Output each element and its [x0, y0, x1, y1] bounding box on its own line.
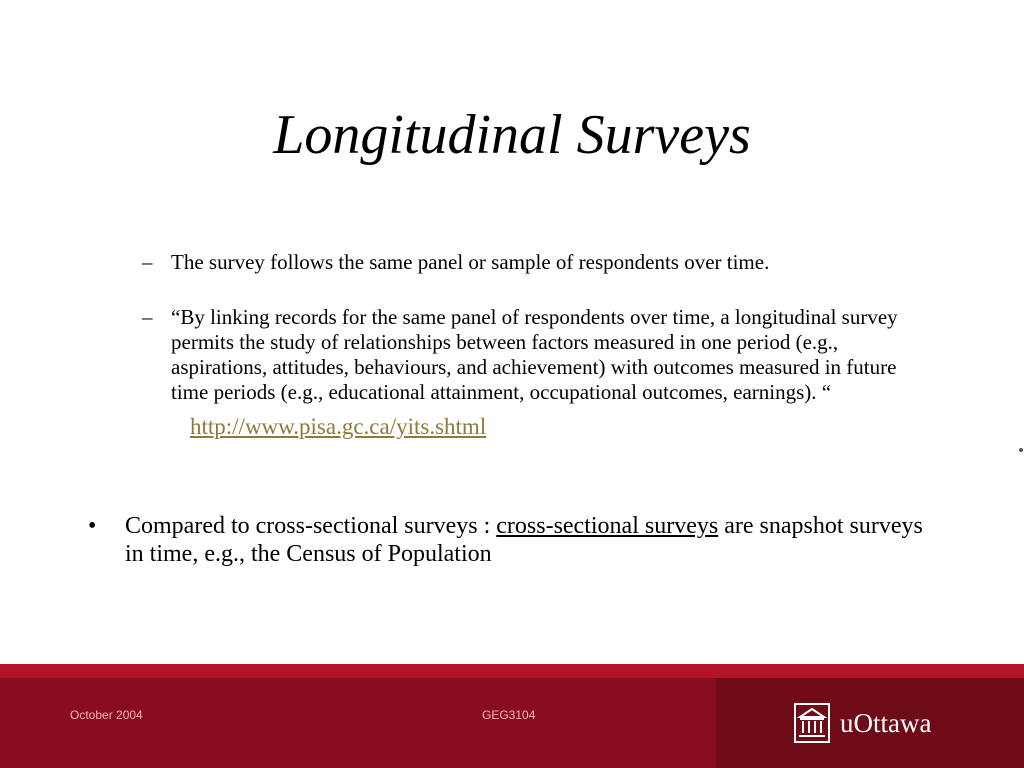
footer-date: October 2004: [70, 708, 143, 722]
sub-bullet-text: “By linking records for the same panel of respondents over time, a longitudinal survey permits the study of relationships between factors measured in one period (e.g., aspirations, attitudes, behaviours, and achievement) with outcomes measured in future time periods (e.g., educational attainment, occupational outcomes, earnings). “: [171, 305, 898, 404]
main-bullet-text-after: are snapshot surveys in time, e.g., the Census of Population: [125, 513, 923, 567]
university-building-icon: [794, 703, 830, 743]
bullet-marker: •: [88, 513, 97, 539]
slide-title: Longitudinal Surveys: [273, 104, 751, 166]
cross-sectional-surveys-link[interactable]: cross-sectional surveys: [496, 513, 719, 539]
uottawa-logo: [794, 702, 931, 744]
source-link-line: [142, 413, 902, 441]
edge-dot: [1019, 448, 1023, 452]
dash-marker: –: [142, 305, 153, 329]
sub-bullet-item: [142, 305, 902, 405]
footer-stripe: [0, 664, 1024, 678]
sub-bullet-text: The survey follows the same panel or sample of respondents over time.: [171, 250, 770, 274]
footer-course-code: GEG3104: [482, 708, 536, 722]
logo-wordmark: uOttawa: [840, 707, 932, 738]
main-bullet-text-before: Compared to cross-sectional surveys :: [125, 513, 497, 539]
sub-bullet-list: [142, 250, 902, 441]
dash-marker: –: [142, 250, 153, 274]
source-link[interactable]: http://www.pisa.gc.ca/yits.shtml: [190, 414, 487, 439]
main-bullet-item: [88, 512, 945, 568]
sub-bullet-item: [142, 250, 902, 275]
